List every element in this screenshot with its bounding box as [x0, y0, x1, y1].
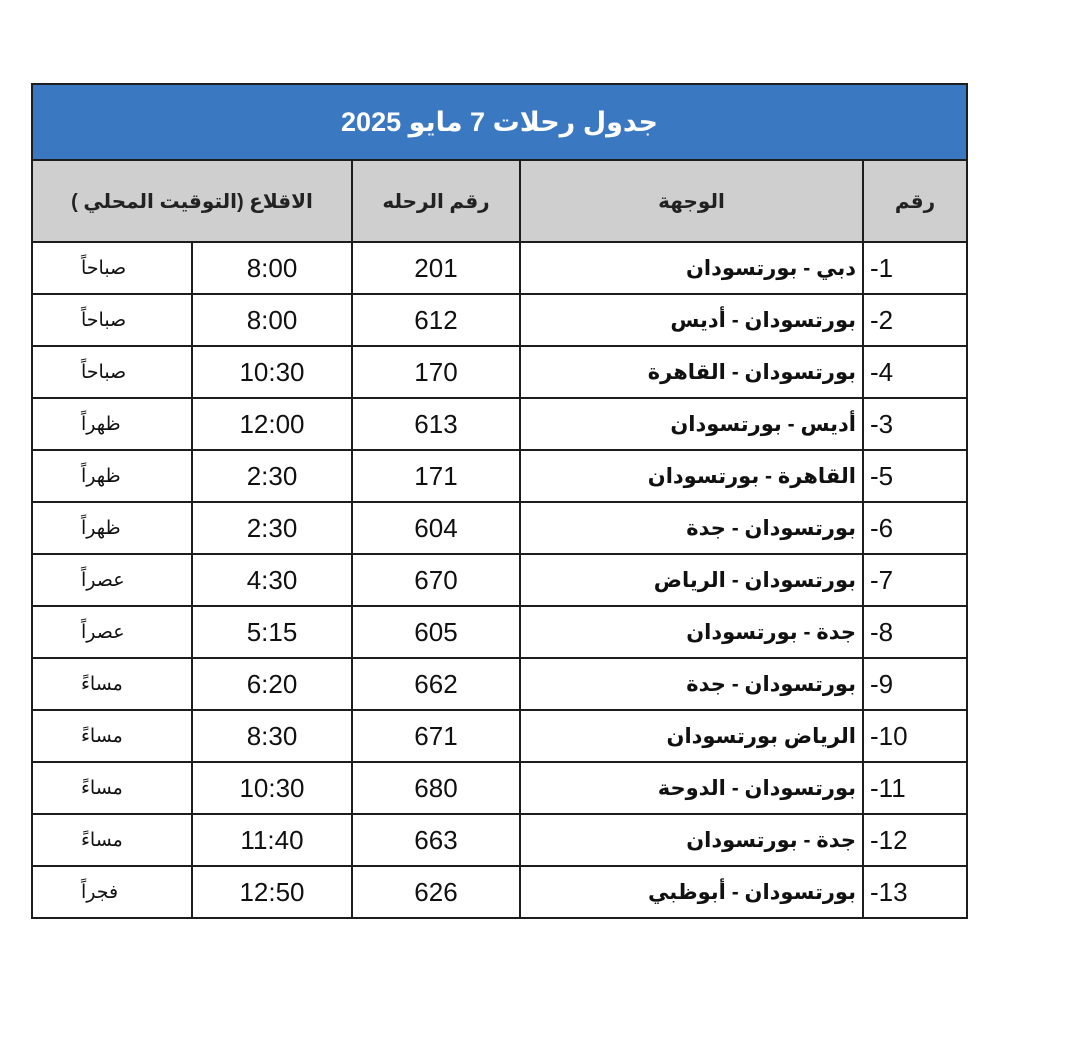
row-departure-period: فجراً: [32, 866, 192, 918]
flight-schedule-table: [31, 159, 968, 919]
header-flight-number: رقم الرحله: [352, 160, 520, 242]
row-departure-period: صباحاً: [32, 346, 192, 398]
row-flight-number: 170: [352, 346, 520, 398]
row-number: -6: [863, 502, 967, 554]
row-flight-number: 613: [352, 398, 520, 450]
row-departure-time: 11:40: [192, 814, 352, 866]
row-destination: دبي - بورتسودان: [520, 242, 863, 294]
header-number: رقم: [863, 160, 967, 242]
row-departure-period: مساءً: [32, 658, 192, 710]
row-flight-number: 171: [352, 450, 520, 502]
row-destination: بورتسودان - أديس: [520, 294, 863, 346]
row-flight-number: 626: [352, 866, 520, 918]
row-departure-time: 12:50: [192, 866, 352, 918]
row-flight-number: 671: [352, 710, 520, 762]
row-flight-number: 605: [352, 606, 520, 658]
flight-schedule-sheet: [31, 83, 968, 919]
row-departure-period: مساءً: [32, 762, 192, 814]
row-destination: الرياض بورتسودان: [520, 710, 863, 762]
table-row: [32, 606, 967, 658]
row-departure-period: ظهراً: [32, 502, 192, 554]
row-number: -11: [863, 762, 967, 814]
row-departure-time: 10:30: [192, 762, 352, 814]
row-number: -3: [863, 398, 967, 450]
row-departure-time: 5:15: [192, 606, 352, 658]
row-flight-number: 662: [352, 658, 520, 710]
row-destination: بورتسودان - الرياض: [520, 554, 863, 606]
table-row: [32, 866, 967, 918]
row-number: -7: [863, 554, 967, 606]
table-row: [32, 346, 967, 398]
table-row: [32, 658, 967, 710]
schedule-title-bar: [31, 83, 968, 159]
table-row: [32, 554, 967, 606]
row-number: -13: [863, 866, 967, 918]
row-departure-time: 2:30: [192, 502, 352, 554]
row-destination: جدة - بورتسودان: [520, 814, 863, 866]
row-number: -10: [863, 710, 967, 762]
row-departure-time: 6:20: [192, 658, 352, 710]
row-departure-time: 4:30: [192, 554, 352, 606]
row-departure-time: 12:00: [192, 398, 352, 450]
row-departure-time: 10:30: [192, 346, 352, 398]
row-departure-period: ظهراً: [32, 450, 192, 502]
row-flight-number: 612: [352, 294, 520, 346]
table-row: [32, 294, 967, 346]
row-destination: بورتسودان - القاهرة: [520, 346, 863, 398]
table-body: [32, 242, 967, 918]
table-row: [32, 502, 967, 554]
table-header-row: [32, 160, 967, 242]
row-departure-period: صباحاً: [32, 294, 192, 346]
row-number: -12: [863, 814, 967, 866]
row-departure-time: 2:30: [192, 450, 352, 502]
row-destination: أديس - بورتسودان: [520, 398, 863, 450]
row-departure-time: 8:00: [192, 242, 352, 294]
row-number: -9: [863, 658, 967, 710]
row-destination: بورتسودان - جدة: [520, 502, 863, 554]
row-number: -2: [863, 294, 967, 346]
row-flight-number: 201: [352, 242, 520, 294]
row-destination: القاهرة - بورتسودان: [520, 450, 863, 502]
table-row: [32, 398, 967, 450]
row-destination: بورتسودان - الدوحة: [520, 762, 863, 814]
header-departure: الاقلاع (التوقيت المحلي ): [32, 160, 352, 242]
header-destination: الوجهة: [520, 160, 863, 242]
row-departure-period: صباحاً: [32, 242, 192, 294]
schedule-title: جدول رحلات 7 مايو 2025: [341, 106, 658, 137]
row-destination: بورتسودان - أبوظبي: [520, 866, 863, 918]
row-flight-number: 604: [352, 502, 520, 554]
row-flight-number: 663: [352, 814, 520, 866]
row-departure-period: ظهراً: [32, 398, 192, 450]
row-number: -1: [863, 242, 967, 294]
row-departure-period: مساءً: [32, 814, 192, 866]
row-destination: بورتسودان - جدة: [520, 658, 863, 710]
row-departure-period: مساءً: [32, 710, 192, 762]
table-row: [32, 814, 967, 866]
row-departure-period: عصراً: [32, 554, 192, 606]
table-row: [32, 710, 967, 762]
table-row: [32, 450, 967, 502]
row-number: -5: [863, 450, 967, 502]
row-destination: جدة - بورتسودان: [520, 606, 863, 658]
table-row: [32, 762, 967, 814]
table-row: [32, 242, 967, 294]
row-number: -4: [863, 346, 967, 398]
row-departure-period: عصراً: [32, 606, 192, 658]
row-departure-time: 8:30: [192, 710, 352, 762]
row-flight-number: 680: [352, 762, 520, 814]
row-number: -8: [863, 606, 967, 658]
row-departure-time: 8:00: [192, 294, 352, 346]
row-flight-number: 670: [352, 554, 520, 606]
